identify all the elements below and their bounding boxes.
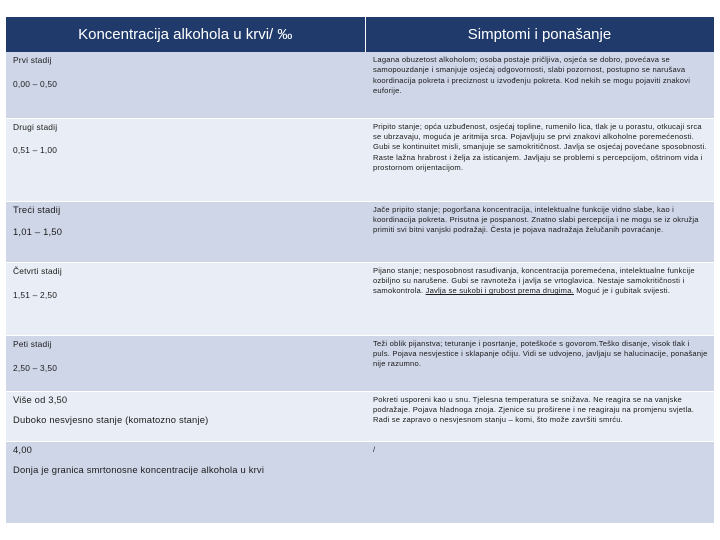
stage-cell [6,335,365,391]
range-label: 2,50 – 3,50 [13,362,58,373]
range-label: 1,01 – 1,50 [13,225,63,237]
table-header-row [6,17,714,52]
stage-cell [6,262,365,335]
symptoms-text: Moguć je i gubitak svijesti. [573,286,671,296]
range-label: 0,00 – 0,50 [13,79,58,90]
stage-cell [6,201,365,262]
header-concentration: Koncentracija alkohola u krvi/ ‰ [6,17,365,52]
symptoms-cell: Lagana obuzetost alkoholom; osoba postaje pričljiva, osjeća se dobro, povećava se samopouzdanje i smanjuje osjećaj odgovornosti, slabi pozornost, postupno se narušava koordinacija pokreta i preciznost u izvođenju pokreta. Kod nekih se mogu pojaviti znakovi euforije. [365,52,714,118]
table-row [6,201,714,262]
stage-label: Više od 3,50 [13,393,68,405]
symptoms-cell [365,262,714,335]
stage-cell [6,118,365,201]
range-label: 0,51 – 1,00 [13,144,58,155]
stage-label: Prvi stadij [13,55,52,65]
stage-label: Drugi stadij [13,121,58,132]
stage-label: Četvrti stadij [13,265,62,276]
symptoms-cell: Pokreti usporeni kao u snu. Tjelesna temperatura se snižava. Ne reagira se na vanjske podražaje. Pojava hladnoga znoja. Zjenice su proširene i ne reagiraju na promjenu svjetla. Radi se zapravo o nesvjesnom stanju – komi, što može završiti smrću. [365,391,714,441]
symptoms-cell: / [365,441,714,523]
table-row [6,52,714,118]
symptoms-cell: Jače pripito stanje; pogoršana koncentracija, intelektualne funkcije vidno slabe, kao i koordinacija pokreta. Prisutna je pospanost. Znatno slabi percepcija i ne mogu se iz okružja primiti svi bitni vanjski podražaji. Česta je pojava nadražaja želučanih povraćanje. [365,201,714,262]
header-symptoms: Simptomi i ponašanje [365,17,714,52]
symptoms-text: Pijano stanje; nesposobnost rasuđivanja, koncentracija poremećena, intelektualne funkcije ozbiljno su narušene. Gubi se ravnoteža i javlja se vrtoglavica. Nestaje samokritičnosti i samokontrola. [373,265,695,296]
table-row [6,391,714,441]
table-row [6,118,714,201]
stage-cell [6,52,365,118]
symptoms-cell: Teži oblik pijanstva; teturanje i posrtanje, poteškoće s govorom.Teško disanje, visok tlak i puls. Pojava nesvjestice i sklapanje očiju. Vidi se udvojeno, javljaju se halucinacije, ponašanje nije razumno. [365,335,714,391]
underlined-symptoms-text: Javlja se sukobi i grubost prema drugima. [425,286,574,296]
range-label: Donja je granica smrtonosne koncentracije alkohola u krvi [13,463,265,475]
range-label: Duboko nesvjesno stanje (komatozno stanje) [13,413,209,425]
stage-label: 4,00 [13,443,33,455]
stage-label: Peti stadij [13,338,52,349]
range-label: 1,51 – 2,50 [13,289,58,300]
symptoms-cell: Pripito stanje; opća uzbuđenost, osjećaj topline, rumenilo lica, tlak je u porastu, otkucaji srca se ubrzavaju, moguća je aritmija srca. Pojavljuju se prvi znakovi alkoholne poremećenosti. Gubi se kontinuitet misli, smanjuje se samokritičnost. Javlja se osjećaj povećane sposobnosti. Raste lažna hrabrost i želja za isticanjem. Javljaju se problemi s percepcijom, oštrinom vida i prostornom orijentacijom. [365,118,714,201]
table-row [6,262,714,335]
stage-cell [6,441,365,523]
alcohol-concentration-table [6,17,715,524]
stage-cell [6,391,365,441]
stage-label: Treći stadij [13,203,61,215]
table-row [6,441,714,523]
table-row [6,335,714,391]
